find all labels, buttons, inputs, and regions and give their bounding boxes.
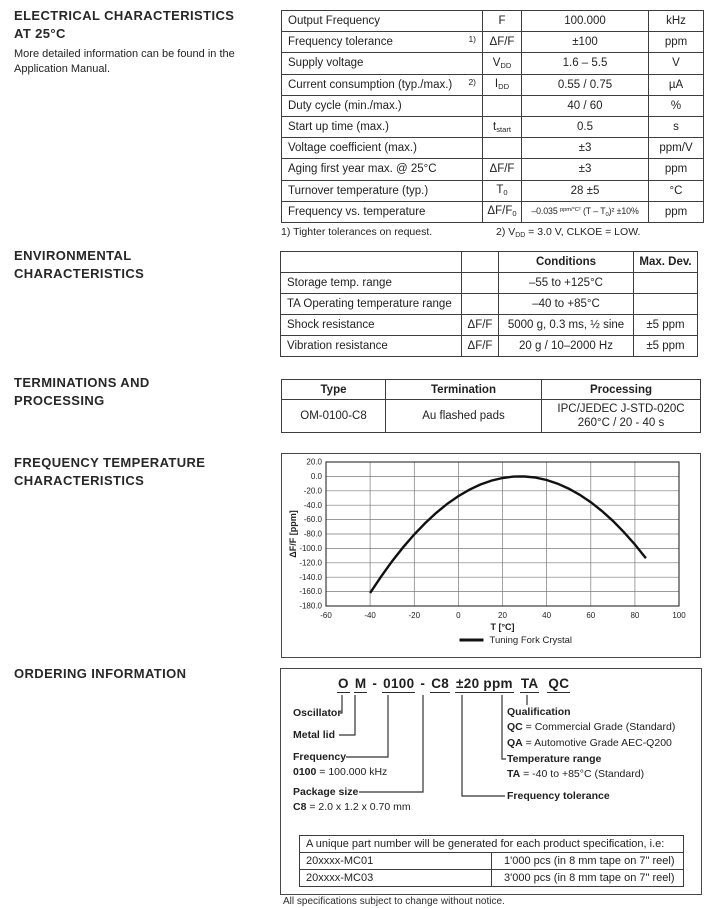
svg-text:-40.0: -40.0 [303, 500, 322, 510]
label-qualification: Qualification [507, 706, 571, 718]
qty-cell: 1'000 pcs (in 8 mm tape on 7" reel) [492, 853, 684, 870]
value-cell: 0.5 [522, 116, 649, 137]
ordering-information-box [280, 668, 702, 895]
page-footer: All specifications subject to change without notice. [283, 896, 505, 907]
unit-cell: ppm/V [649, 138, 704, 159]
header-cell: Type [282, 380, 386, 400]
param-cell: TA Operating temperature range [281, 294, 462, 315]
footnote-ref: 2) [468, 76, 476, 87]
svg-text:100: 100 [672, 611, 686, 620]
footnote-1: 1) Tighter tolerances on request. [281, 226, 433, 238]
symbol-cell [483, 95, 522, 116]
svg-text:Tuning Fork Crystal: Tuning Fork Crystal [489, 635, 573, 646]
table-row [282, 116, 704, 137]
table-row [282, 138, 704, 159]
header-cell: Processing [542, 380, 701, 400]
table-row [282, 95, 704, 116]
symbol-cell: $t_{start}$ [483, 116, 522, 137]
electrical-characteristics-table [281, 10, 704, 223]
unit-cell: ppm [649, 32, 704, 53]
electrical-heading-line1: ELECTRICAL CHARACTERISTICS [14, 8, 235, 23]
frequency-temperature-chart [281, 453, 701, 658]
param-cell: Frequency tolerance 1) [282, 32, 483, 53]
value-cell: 28 ±5 [522, 180, 649, 201]
table-row [282, 400, 701, 433]
symbol-cell: ΔF/F [462, 336, 499, 357]
svg-text:-180.0: -180.0 [299, 601, 322, 611]
type-cell: OM-0100-C8 [282, 400, 386, 433]
value-cell: 0.55 / 0.75 [522, 74, 649, 95]
header-cell: Max. Dev. [634, 252, 698, 273]
symbol-cell: $\Delta F/F_0$ [483, 201, 522, 222]
part-segment: - [420, 676, 426, 691]
qualification-options [507, 721, 675, 753]
svg-text:-20: -20 [408, 611, 421, 620]
param-cell: Vibration resistance [281, 336, 462, 357]
part-cell: 20xxxx-MC03 [300, 870, 492, 887]
unit-cell: s [649, 116, 704, 137]
termination-cell: Au flashed pads [386, 400, 542, 433]
terminations-heading-line2: PROCESSING [14, 393, 105, 408]
svg-text:60: 60 [586, 611, 596, 620]
param-cell: Supply voltage [282, 53, 483, 74]
part-segment: TA [520, 676, 539, 691]
param-cell: Shock resistance [281, 315, 462, 336]
header-cell [281, 252, 462, 273]
part-number-table-header: A unique part number will be generated for each product specification, i.e: [300, 836, 684, 853]
header-cell: Conditions [499, 252, 634, 273]
label-metal-lid: Metal lid [293, 729, 336, 741]
table-row [281, 315, 698, 336]
svg-text:-120.0: -120.0 [299, 558, 322, 568]
part-cell: 20xxxx-MC01 [300, 853, 492, 870]
table-header-row [282, 380, 701, 400]
symbol-cell [462, 294, 499, 315]
label-package-size: Package size [293, 786, 359, 798]
symbol-cell: $I_{DD}$ [483, 74, 522, 95]
svg-text:-60.0: -60.0 [303, 515, 322, 525]
table-row [281, 294, 698, 315]
unit-cell: ppm [649, 159, 704, 180]
package-code: C8 [293, 801, 307, 813]
max-dev-cell: ±5 ppm [634, 336, 698, 357]
header-cell: Termination [386, 380, 542, 400]
part-number-table [299, 835, 684, 887]
unit-cell: V [649, 53, 704, 74]
svg-text:-160.0: -160.0 [299, 587, 322, 597]
table-row [282, 201, 704, 222]
svg-text:-60: -60 [320, 611, 332, 620]
table-row [281, 273, 698, 294]
package-desc: = 2.0 x 1.2 x 0.70 mm [306, 801, 411, 813]
label-temperature-range: Temperature range [507, 753, 602, 765]
value-cell: ±3 [522, 159, 649, 180]
param-cell: Aging first year max. @ 25°C [282, 159, 483, 180]
conditions-cell: 5000 g, 0.3 ms, ½ sine [499, 315, 634, 336]
label-frequency-code [293, 766, 387, 779]
symbol-cell [462, 273, 499, 294]
value-cell: –0.035 $^{ppm/^\circ C^2}$ $(T - T_0)^2 \pm 10\%$ [522, 201, 649, 222]
param-cell: Start up time (max.) [282, 116, 483, 137]
param-cell: Storage temp. range [281, 273, 462, 294]
electrical-note: More detailed information can be found in the Application Manual. [14, 48, 235, 75]
param-cell: Frequency vs. temperature [282, 201, 483, 222]
table-header-row [281, 252, 698, 273]
svg-text:-40: -40 [364, 611, 376, 620]
svg-text:0.0: 0.0 [310, 472, 322, 481]
param-cell: Current consumption (typ./max.) 2) [282, 74, 483, 95]
frequency-code: 0100 [293, 766, 317, 778]
table-row [282, 11, 704, 32]
table-row [300, 870, 684, 887]
param-cell: Turnover temperature (typ.) [282, 180, 483, 201]
symbol-cell: F [483, 11, 522, 32]
footnote-2: 2) $V_{DD} = 3.0$ V, CLKOE = LOW. [496, 226, 641, 239]
part-segment: O [338, 676, 349, 691]
terminations-processing-table [281, 379, 701, 433]
max-dev-cell: ±5 ppm [634, 315, 698, 336]
table-row [282, 53, 704, 74]
symbol-cell: ΔF/F [483, 32, 522, 53]
conditions-cell: 20 g / 10–2000 Hz [499, 336, 634, 357]
svg-text:20: 20 [498, 611, 507, 620]
param-cell: Output Frequency [282, 11, 483, 32]
part-segment: 0100 [383, 676, 415, 691]
svg-text:-100.0: -100.0 [299, 544, 322, 553]
qty-cell: 3'000 pcs (in 8 mm tape on 7" reel) [492, 870, 684, 887]
symbol-cell: ΔF/F [462, 315, 499, 336]
environmental-characteristics-table [280, 251, 698, 357]
table-row [282, 32, 704, 53]
table-row [282, 159, 704, 180]
unit-cell: kHz [649, 11, 704, 32]
value-cell: 100.000 [522, 11, 649, 32]
value-cell: ±3 [522, 138, 649, 159]
label-oscillator: Oscillator [293, 707, 342, 719]
value-cell: ±100 [522, 32, 649, 53]
unit-cell: µA [649, 74, 704, 95]
part-segment: QC [548, 676, 570, 691]
svg-text:80: 80 [630, 611, 640, 620]
svg-text:40: 40 [542, 611, 552, 620]
table-row [281, 336, 698, 357]
chart-canvas [282, 454, 698, 655]
table-row [300, 836, 684, 853]
header-cell [462, 252, 499, 273]
table-row [282, 74, 704, 95]
conditions-cell: –40 to +85°C [499, 294, 634, 315]
terminations-heading-line1: TERMINATIONS AND [14, 375, 150, 390]
symbol-cell [483, 138, 522, 159]
svg-text:-20.0: -20.0 [303, 486, 322, 496]
qualification-option: QC = Commercial Grade (Standard) [507, 721, 676, 733]
part-segment: ±20 ppm [456, 676, 513, 691]
temperature-option: TA = -40 to +85°C (Standard) [507, 768, 645, 780]
electrical-heading-line2: AT 25°C [14, 26, 66, 41]
temperature-options [507, 768, 644, 784]
symbol-cell: $V_{DD}$ [483, 53, 522, 74]
value-cell: 40 / 60 [522, 95, 649, 116]
param-cell: Voltage coefficient (max.) [282, 138, 483, 159]
unit-cell: ppm [649, 201, 704, 222]
ordering-heading: ORDERING INFORMATION [14, 666, 187, 681]
freq-temp-heading-line2: CHARACTERISTICS [14, 473, 145, 488]
svg-text:-140.0: -140.0 [299, 572, 322, 582]
part-segment: - [372, 676, 378, 691]
part-segment: M [354, 676, 367, 691]
svg-text:ΔF/F [ppm]: ΔF/F [ppm] [288, 510, 298, 558]
param-cell: Duty cycle (min./max.) [282, 95, 483, 116]
qualification-option: QA = Automotive Grade AEC-Q200 [507, 737, 672, 749]
value-cell: 1.6 – 5.5 [522, 53, 649, 74]
unit-cell: °C [649, 180, 704, 201]
svg-text:-80.0: -80.0 [303, 529, 322, 539]
processing-cell: IPC/JEDEC J-STD-020C 260°C / 20 - 40 s [542, 400, 701, 433]
table-row [282, 180, 704, 201]
symbol-cell: ΔF/F [483, 159, 522, 180]
environmental-heading-line2: CHARACTERISTICS [14, 266, 145, 281]
svg-text:T [°C]: T [°C] [490, 622, 515, 632]
environmental-heading-line1: ENVIRONMENTAL [14, 248, 132, 263]
freq-temp-heading-line1: FREQUENCY TEMPERATURE [14, 455, 206, 470]
label-frequency-tolerance: Frequency tolerance [507, 790, 610, 802]
conditions-cell: –55 to +125°C [499, 273, 634, 294]
frequency-desc: = 100.000 kHz [316, 766, 388, 778]
footnote-ref: 1) [468, 34, 476, 45]
part-segment: C8 [431, 676, 450, 691]
svg-text:20.0: 20.0 [306, 457, 322, 467]
max-dev-cell [634, 273, 698, 294]
unit-cell: % [649, 95, 704, 116]
max-dev-cell [634, 294, 698, 315]
svg-text:0: 0 [456, 611, 461, 620]
label-package-code [293, 801, 411, 814]
table-row [300, 853, 684, 870]
symbol-cell: $T_0$ [483, 180, 522, 201]
label-frequency: Frequency [293, 751, 347, 763]
